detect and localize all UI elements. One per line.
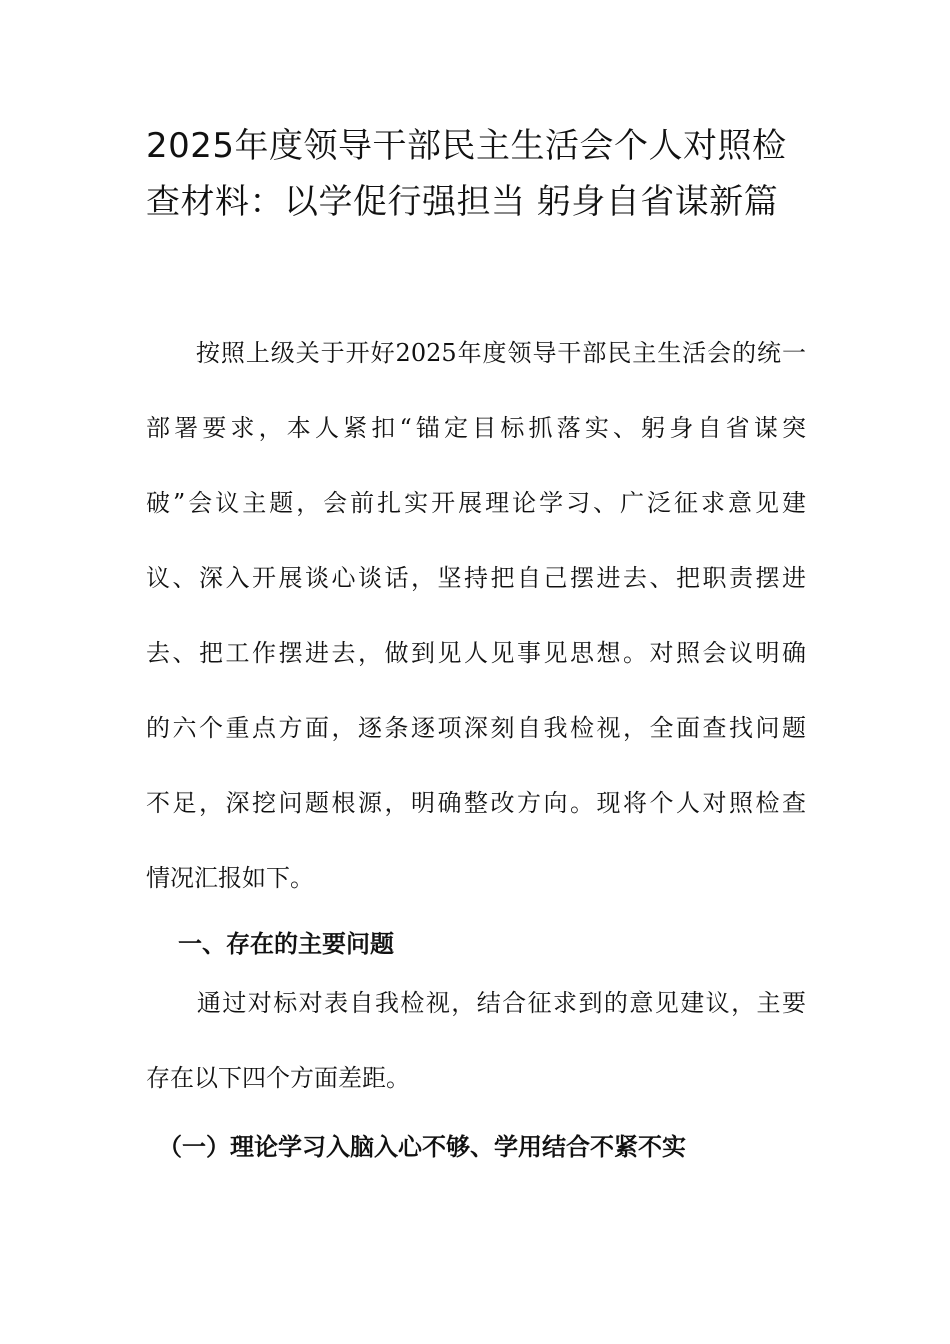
title-line-2: 查材料：以学促行强担当 躬身自省谋新篇 bbox=[146, 182, 779, 222]
subsection-heading: （一）理论学习入脑入心不够、学用结合不紧不实 bbox=[158, 1133, 686, 1161]
intro-line: 议、深入开展谈心谈话，坚持把自己摆进去、把职责摆进 bbox=[146, 564, 806, 592]
section-line: 存在以下四个方面差距。 bbox=[146, 1064, 410, 1092]
section-paragraph bbox=[146, 966, 806, 1116]
intro-line: 破”会议主题，会前扎实开展理论学习、广泛征求意见建 bbox=[146, 489, 806, 517]
section-line: 通过对标对表自我检视，结合征求到的意见建议，主要 bbox=[146, 989, 806, 1017]
title-line-1: 2025年度领导干部民主生活会个人对照检 bbox=[146, 126, 787, 166]
intro-paragraph bbox=[146, 316, 806, 916]
intro-line: 的六个重点方面，逐条逐项深刻自我检视，全面查找问题 bbox=[146, 714, 806, 742]
document-title bbox=[146, 118, 806, 230]
intro-line: 去、把工作摆进去，做到见人见事见思想。对照会议明确 bbox=[146, 639, 806, 667]
intro-line: 情况汇报如下。 bbox=[146, 864, 314, 892]
intro-line: 按照上级关于开好2025年度领导干部民主生活会的统一 bbox=[146, 339, 806, 367]
intro-line: 部署要求，本人紧扣“锚定目标抓落实、躬身自省谋突 bbox=[146, 414, 806, 442]
intro-line: 不足，深挖问题根源，明确整改方向。现将个人对照检查 bbox=[146, 789, 806, 817]
section-heading: 一、存在的主要问题 bbox=[178, 930, 394, 958]
